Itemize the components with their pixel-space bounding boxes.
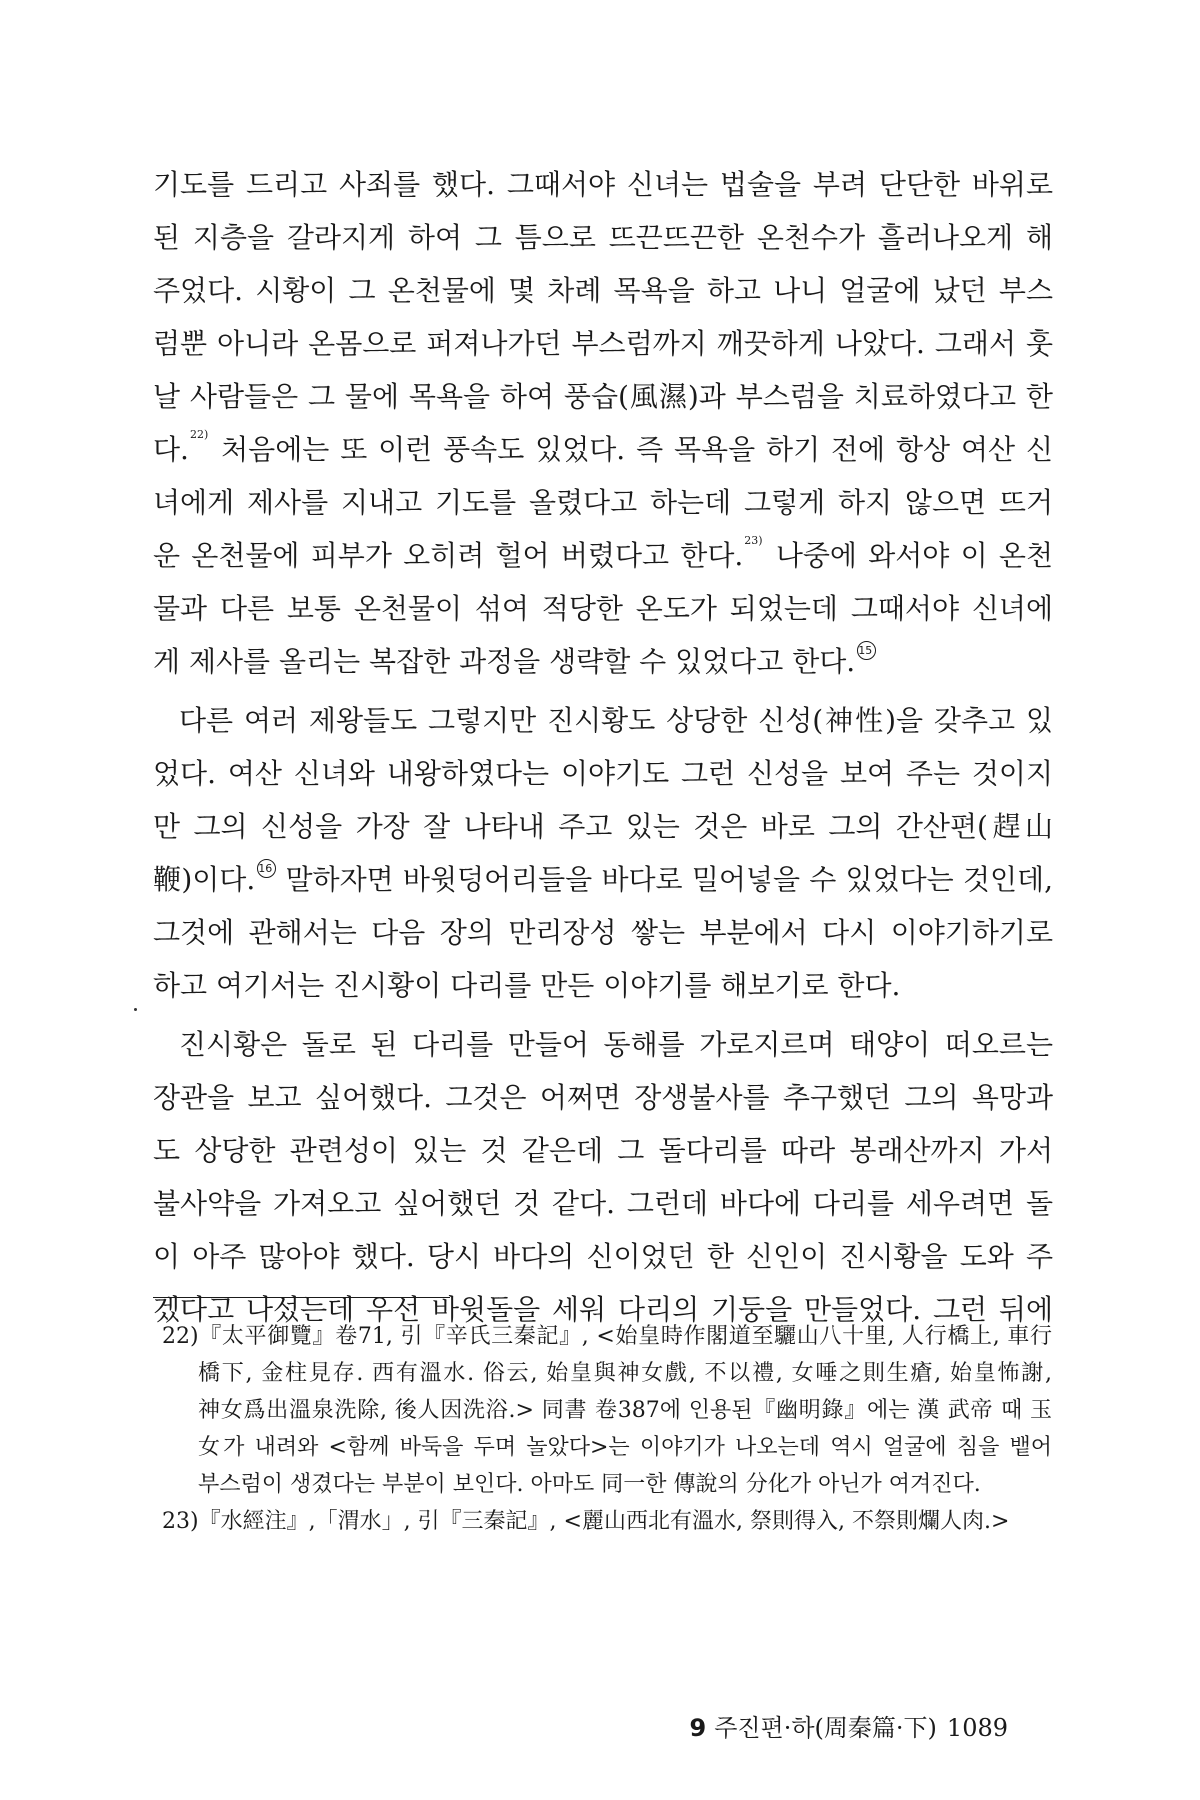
text-line — [153, 906, 1053, 959]
footnote-ref[interactable]: 23) — [744, 534, 763, 547]
line-text: 었다. 여산 신녀와 내왕하였다는 이야기도 그런 신성을 보여 주는 것이지 — [153, 757, 1053, 790]
text-line — [153, 1230, 1053, 1283]
text-line — [153, 317, 1053, 370]
text-line — [153, 747, 1053, 800]
text-line — [153, 158, 1053, 211]
line-text: 운 온천물에 피부가 오히려 헐어 버렸다고 한다. — [153, 539, 744, 572]
text-line — [153, 635, 1053, 688]
text-line — [153, 211, 1053, 264]
text-line — [153, 959, 1053, 1012]
text-line — [153, 853, 1053, 906]
line-text: 주었다. 시황이 그 온천물에 몇 차례 목욕을 하고 나니 얼굴에 났던 부스 — [153, 274, 1053, 307]
line-text: 기도를 드리고 사죄를 했다. 그때서야 신녀는 법술을 부려 단단한 바위로 — [153, 168, 1053, 201]
text-line — [153, 423, 1053, 476]
line-text: 불사약을 가져오고 싶어했던 것 같다. 그런데 바다에 다리를 세우려면 돌 — [153, 1187, 1053, 1220]
text-line — [153, 529, 1053, 582]
line-text: 만 그의 신성을 가장 잘 나타내 주고 있는 것은 바로 그의 간산편(趕山 — [153, 810, 1054, 843]
footnote-line: 橋下, 金柱見存. 西有溫水. 俗云, 始皇與神女戲, 不以禮, 女唾之則生瘡, 始皇怖謝, — [198, 1361, 1052, 1386]
text-line — [153, 476, 1053, 529]
footnotes — [162, 1318, 1052, 1540]
footnote — [162, 1318, 1052, 1503]
footnote-line: 神女爲出溫泉洗除, 後人因洗浴.> 同書 卷387에 인용된『幽明錄』에는 漢 武帝 때 玉 — [198, 1398, 1052, 1423]
line-text: 럼뿐 아니라 온몸으로 퍼져나가던 부스럼까지 깨끗하게 나았다. 그래서 훗 — [153, 327, 1053, 360]
footnote-ref[interactable]: 22) — [189, 428, 209, 441]
footnote-line: 22)『太平御覽』卷71, 引『辛氏三秦記』, <始皇時作閣道至驪山八十里, 人行橋上, 車行 — [162, 1324, 1052, 1349]
text-line — [153, 370, 1053, 423]
line-text: 장관을 보고 싶어했다. 그것은 어쩌면 장생불사를 추구했던 그의 욕망과 — [153, 1081, 1053, 1114]
footnote-line: 女가 내려와 <함께 바둑을 두며 놀았다>는 이야기가 나오는데 역시 얼굴에 침을 뱉어 — [198, 1435, 1052, 1460]
endnote-ref[interactable]: 16 — [257, 859, 276, 878]
line-text: 다른 여러 제왕들도 그렇지만 진시황도 상당한 신성(神性)을 갖추고 있 — [179, 704, 1053, 737]
line-text: 게 제사를 올리는 복잡한 과정을 생략할 수 있었다고 한다. — [153, 645, 856, 678]
ink-speck — [134, 1008, 137, 1011]
main-text — [153, 158, 1053, 1342]
text-line — [153, 1071, 1053, 1124]
paragraph — [153, 694, 1053, 1012]
line-text: 다. — [153, 433, 189, 466]
line-text: 겠다고 나섰는데 우선 바윗돌을 세워 다리의 기둥을 만들었다. 그런 뒤에 — [153, 1293, 1053, 1326]
text-line — [153, 800, 1053, 853]
chapter-number: 9 — [689, 1714, 707, 1742]
line-text: 날 사람들은 그 물에 목욕을 하여 풍습(風濕)과 부스럼을 치료하였다고 한 — [153, 380, 1053, 413]
line-text: 도 상당한 관련성이 있는 것 같은데 그 돌다리를 따라 봉래산까지 가서 — [153, 1134, 1053, 1167]
footnote-line: 23)『水經注』,「渭水」, 引『三秦記』, <麗山西北有溫水, 祭則得入, 不祭則爛人肉.> — [162, 1509, 1010, 1534]
line-text: 이 아주 많아야 했다. 당시 바다의 신이었던 한 신인이 진시황을 도와 주 — [153, 1240, 1053, 1273]
text-line — [153, 1177, 1053, 1230]
line-text: 하고 여기서는 진시황이 다리를 만든 이야기를 해보기로 한다. — [153, 969, 901, 1002]
text-line — [153, 1124, 1053, 1177]
endnote-ref[interactable]: 15 — [857, 641, 876, 660]
running-footer — [689, 1713, 1008, 1743]
line-text: 녀에게 제사를 지내고 기도를 올렸다고 하는데 그렇게 하지 않으면 뜨거 — [153, 486, 1053, 519]
footnote — [162, 1503, 1052, 1540]
line-text: 된 지층을 갈라지게 하여 그 틈으로 뜨끈뜨끈한 온천수가 흘러나오게 해 — [153, 221, 1053, 254]
line-text: 물과 다른 보통 온천물이 섞여 적당한 온도가 되었는데 그때서야 신녀에 — [153, 592, 1053, 625]
paragraph — [153, 158, 1053, 688]
line-text-continued: 나중에 와서야 이 온천 — [764, 539, 1053, 572]
text-line — [153, 1018, 1053, 1071]
text-line — [153, 582, 1053, 635]
footnote-separator — [153, 1297, 450, 1298]
text-line — [153, 264, 1053, 317]
line-text: 鞭)이다. — [153, 863, 256, 896]
chapter-title: 주진편·하(周秦篇·下) — [714, 1714, 937, 1742]
line-text: 그것에 관해서는 다음 장의 만리장성 쌓는 부분에서 다시 이야기하기로 — [153, 916, 1053, 949]
paragraph — [153, 1018, 1053, 1336]
page-number: 1089 — [946, 1714, 1008, 1742]
footnote-line: 부스럼이 생겼다는 부분이 보인다. 아마도 同一한 傳說의 分化가 아닌가 여겨진다. — [198, 1472, 981, 1497]
text-line — [153, 694, 1053, 747]
line-text-continued: 말하자면 바윗덩어리들을 바다로 밀어넣을 수 있었다는 것인데, — [276, 863, 1053, 896]
line-text-continued: 처음에는 또 이런 풍속도 있었다. 즉 목욕을 하기 전에 항상 여산 신 — [210, 433, 1053, 466]
line-text: 진시황은 돌로 된 다리를 만들어 동해를 가로지르며 태양이 떠오르는 — [179, 1028, 1053, 1061]
